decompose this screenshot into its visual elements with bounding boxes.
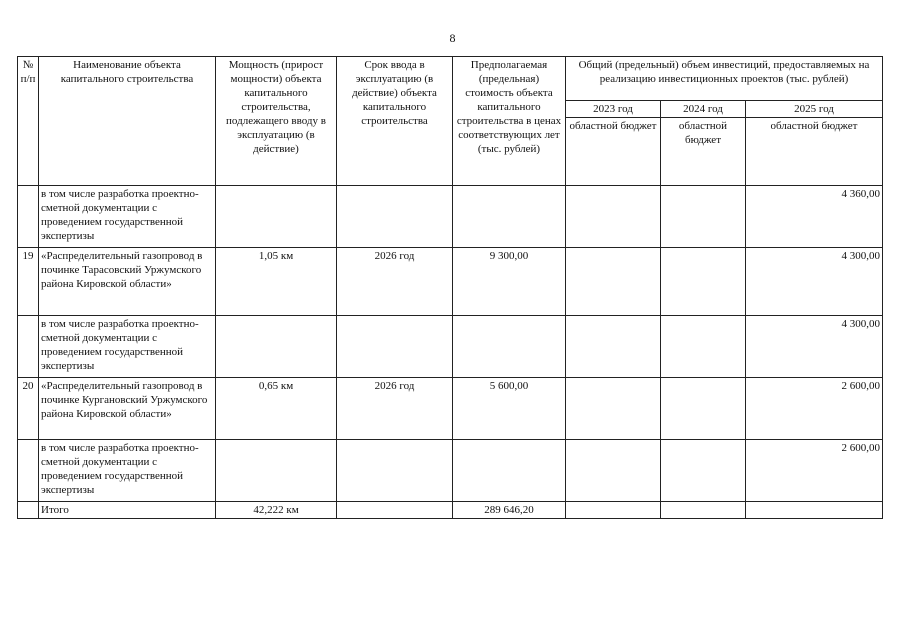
table-row	[18, 316, 883, 378]
row-2024	[661, 316, 746, 378]
header-investments: Общий (предельный) объем инвестиций, предоставляемых на реализацию инвестиционных проектов (тыс. рублей)	[566, 57, 883, 101]
row-2025: 4 300,00	[746, 316, 883, 378]
row-capacity: 1,05 км	[216, 248, 337, 316]
header-name: Наименование объекта капитального строительства	[39, 57, 216, 186]
header-commission: Срок ввода в эксплуатацию (в действие) объекта капитального строительства	[337, 57, 453, 186]
row-2024	[661, 248, 746, 316]
row-name: в том числе разработка проектно-сметной документации с проведением государственной экспертизы	[39, 316, 216, 378]
table-row	[18, 248, 883, 316]
header-year-2023: 2023 год	[566, 101, 661, 118]
row-2023	[566, 378, 661, 440]
header-capacity: Мощность (прирост мощности) объекта капитального строительства, подлежащего вводу в эксплуатацию (в действие)	[216, 57, 337, 186]
row-2023	[566, 316, 661, 378]
total-label: Итого	[39, 502, 216, 519]
header-budget-2023: областной бюджет	[566, 118, 661, 186]
header-budget-2025: областной бюджет	[746, 118, 883, 186]
header-year-2024: 2024 год	[661, 101, 746, 118]
row-commission: 2026 год	[337, 378, 453, 440]
row-num: 19	[18, 248, 39, 316]
total-row	[18, 502, 883, 519]
row-name: «Распределительный газопровод в починке Тарасовский Уржумского района Кировской области»	[39, 248, 216, 316]
row-capacity	[216, 316, 337, 378]
table-row	[18, 378, 883, 440]
row-cost: 5 600,00	[453, 378, 566, 440]
row-2024	[661, 440, 746, 502]
row-num	[18, 440, 39, 502]
row-num	[18, 186, 39, 248]
row-capacity: 0,65 км	[216, 378, 337, 440]
row-2023	[566, 186, 661, 248]
row-cost	[453, 440, 566, 502]
row-2024	[661, 378, 746, 440]
row-name: в том числе разработка проектно-сметной документации с проведением государственной экспертизы	[39, 186, 216, 248]
total-cost: 289 646,20	[453, 502, 566, 519]
row-name: в том числе разработка проектно-сметной документации с проведением государственной экспертизы	[39, 440, 216, 502]
row-name: «Распределительный газопровод в починке Кургановский Уржумского района Кировской области»	[39, 378, 216, 440]
row-commission: 2026 год	[337, 248, 453, 316]
table-row	[18, 186, 883, 248]
row-cost	[453, 316, 566, 378]
row-cost: 9 300,00	[453, 248, 566, 316]
row-2025: 4 360,00	[746, 186, 883, 248]
investment-table	[17, 56, 883, 519]
row-commission	[337, 440, 453, 502]
row-2024	[661, 186, 746, 248]
row-capacity	[216, 440, 337, 502]
row-capacity	[216, 186, 337, 248]
row-cost	[453, 186, 566, 248]
page-number: 8	[449, 31, 456, 45]
header-budget-2024: областной бюджет	[661, 118, 746, 186]
row-2025: 2 600,00	[746, 378, 883, 440]
row-2025: 2 600,00	[746, 440, 883, 502]
row-2023	[566, 248, 661, 316]
table-row	[18, 440, 883, 502]
row-2025: 4 300,00	[746, 248, 883, 316]
row-num: 20	[18, 378, 39, 440]
row-commission	[337, 186, 453, 248]
row-num	[18, 316, 39, 378]
row-2023	[566, 440, 661, 502]
header-num: № п/п	[18, 57, 39, 186]
total-capacity: 42,222 км	[216, 502, 337, 519]
header-year-2025: 2025 год	[746, 101, 883, 118]
row-commission	[337, 316, 453, 378]
header-cost: Предполагаемая (предельная) стоимость объекта капитального строительства в ценах соответствующих лет (тыс. рублей)	[453, 57, 566, 186]
